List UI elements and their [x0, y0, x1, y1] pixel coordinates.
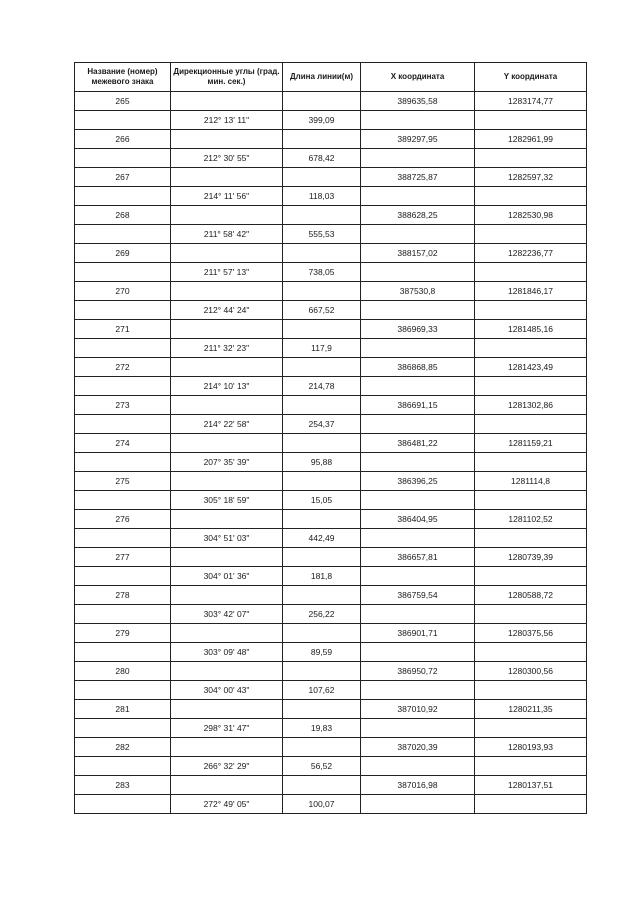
y-coordinate-cell: 1282530,98: [475, 206, 587, 225]
empty-cell: [361, 225, 475, 244]
segment-row: [75, 757, 587, 776]
empty-cell: [171, 320, 283, 339]
point-row: [75, 586, 587, 605]
x-coordinate-cell: 386396,25: [361, 472, 475, 491]
point-name-cell: 265: [75, 92, 171, 111]
x-coordinate-cell: 386657,81: [361, 548, 475, 567]
segment-row: [75, 263, 587, 282]
x-coordinate-cell: 389297,95: [361, 130, 475, 149]
direction-angle-cell: 304° 00' 43": [171, 681, 283, 700]
x-coordinate-cell: 388157,02: [361, 244, 475, 263]
empty-cell: [361, 605, 475, 624]
empty-cell: [75, 491, 171, 510]
direction-angle-cell: 272° 49' 05": [171, 795, 283, 814]
segment-row: [75, 491, 587, 510]
empty-cell: [475, 263, 587, 282]
empty-cell: [171, 586, 283, 605]
empty-cell: [171, 510, 283, 529]
line-length-cell: 667,52: [283, 301, 361, 320]
empty-cell: [361, 339, 475, 358]
empty-cell: [171, 662, 283, 681]
y-coordinate-cell: 1280211,35: [475, 700, 587, 719]
point-row: [75, 320, 587, 339]
y-coordinate-cell: 1280193,93: [475, 738, 587, 757]
empty-cell: [75, 643, 171, 662]
y-coordinate-cell: 1281102,52: [475, 510, 587, 529]
header-direction-angle: Дирекционные углы (град. мин. сек.): [171, 63, 283, 92]
empty-cell: [171, 396, 283, 415]
boundary-coordinates-table: [74, 62, 587, 814]
empty-cell: [361, 681, 475, 700]
x-coordinate-cell: 386868,85: [361, 358, 475, 377]
empty-cell: [283, 396, 361, 415]
point-row: [75, 662, 587, 681]
line-length-cell: 15,05: [283, 491, 361, 510]
point-row: [75, 130, 587, 149]
empty-cell: [475, 605, 587, 624]
empty-cell: [171, 206, 283, 225]
empty-cell: [361, 529, 475, 548]
empty-cell: [475, 643, 587, 662]
y-coordinate-cell: 1281485,16: [475, 320, 587, 339]
direction-angle-cell: 304° 01' 36": [171, 567, 283, 586]
point-row: [75, 510, 587, 529]
point-name-cell: 278: [75, 586, 171, 605]
empty-cell: [75, 225, 171, 244]
x-coordinate-cell: 386691,15: [361, 396, 475, 415]
empty-cell: [475, 415, 587, 434]
empty-cell: [361, 795, 475, 814]
point-name-cell: 271: [75, 320, 171, 339]
direction-angle-cell: 303° 42' 07": [171, 605, 283, 624]
empty-cell: [475, 301, 587, 320]
y-coordinate-cell: 1280739,39: [475, 548, 587, 567]
empty-cell: [283, 282, 361, 301]
point-row: [75, 738, 587, 757]
y-coordinate-cell: 1280588,72: [475, 586, 587, 605]
empty-cell: [171, 244, 283, 263]
empty-cell: [75, 529, 171, 548]
direction-angle-cell: 211° 57' 13": [171, 263, 283, 282]
segment-row: [75, 529, 587, 548]
line-length-cell: 56,52: [283, 757, 361, 776]
direction-angle-cell: 211° 58' 42": [171, 225, 283, 244]
header-point-name: Название (номер) межевого знака: [75, 63, 171, 92]
line-length-cell: 89,59: [283, 643, 361, 662]
empty-cell: [171, 700, 283, 719]
empty-cell: [361, 149, 475, 168]
empty-cell: [283, 662, 361, 681]
line-length-cell: 555,53: [283, 225, 361, 244]
point-row: [75, 776, 587, 795]
empty-cell: [475, 491, 587, 510]
point-name-cell: 268: [75, 206, 171, 225]
empty-cell: [75, 795, 171, 814]
line-length-cell: 181,8: [283, 567, 361, 586]
empty-cell: [171, 776, 283, 795]
empty-cell: [75, 377, 171, 396]
direction-angle-cell: 303° 09' 48": [171, 643, 283, 662]
x-coordinate-cell: 387016,98: [361, 776, 475, 795]
point-row: [75, 396, 587, 415]
empty-cell: [171, 168, 283, 187]
empty-cell: [361, 491, 475, 510]
empty-cell: [75, 187, 171, 206]
x-coordinate-cell: 386481,22: [361, 434, 475, 453]
empty-cell: [171, 358, 283, 377]
line-length-cell: 107,62: [283, 681, 361, 700]
empty-cell: [361, 263, 475, 282]
line-length-cell: 442,49: [283, 529, 361, 548]
direction-angle-cell: 214° 22' 58": [171, 415, 283, 434]
empty-cell: [361, 643, 475, 662]
empty-cell: [283, 206, 361, 225]
point-name-cell: 267: [75, 168, 171, 187]
empty-cell: [475, 529, 587, 548]
point-row: [75, 548, 587, 567]
direction-angle-cell: 304° 51' 03": [171, 529, 283, 548]
point-row: [75, 434, 587, 453]
empty-cell: [283, 358, 361, 377]
empty-cell: [75, 263, 171, 282]
direction-angle-cell: 207° 35' 39": [171, 453, 283, 472]
direction-angle-cell: 305° 18' 59": [171, 491, 283, 510]
point-row: [75, 700, 587, 719]
segment-row: [75, 111, 587, 130]
y-coordinate-cell: 1282597,32: [475, 168, 587, 187]
point-name-cell: 274: [75, 434, 171, 453]
point-name-cell: 275: [75, 472, 171, 491]
direction-angle-cell: 211° 32' 23": [171, 339, 283, 358]
empty-cell: [475, 149, 587, 168]
empty-cell: [283, 776, 361, 795]
empty-cell: [475, 225, 587, 244]
line-length-cell: 256,22: [283, 605, 361, 624]
header-y-coordinate: Y координата: [475, 63, 587, 92]
empty-cell: [171, 472, 283, 491]
point-row: [75, 206, 587, 225]
point-row: [75, 92, 587, 111]
segment-row: [75, 453, 587, 472]
empty-cell: [75, 415, 171, 434]
y-coordinate-cell: 1280300,56: [475, 662, 587, 681]
empty-cell: [75, 453, 171, 472]
direction-angle-cell: 298° 31' 47": [171, 719, 283, 738]
point-name-cell: 266: [75, 130, 171, 149]
empty-cell: [75, 757, 171, 776]
direction-angle-cell: 214° 11' 56": [171, 187, 283, 206]
empty-cell: [75, 339, 171, 358]
x-coordinate-cell: 386404,95: [361, 510, 475, 529]
point-row: [75, 624, 587, 643]
y-coordinate-cell: 1280137,51: [475, 776, 587, 795]
segment-row: [75, 225, 587, 244]
empty-cell: [283, 320, 361, 339]
y-coordinate-cell: 1283174,77: [475, 92, 587, 111]
line-length-cell: 214,78: [283, 377, 361, 396]
empty-cell: [475, 453, 587, 472]
empty-cell: [75, 301, 171, 320]
empty-cell: [283, 510, 361, 529]
empty-cell: [475, 681, 587, 700]
x-coordinate-cell: 386759,54: [361, 586, 475, 605]
empty-cell: [171, 624, 283, 643]
direction-angle-cell: 212° 44' 24": [171, 301, 283, 320]
x-coordinate-cell: 388725,87: [361, 168, 475, 187]
point-name-cell: 276: [75, 510, 171, 529]
segment-row: [75, 149, 587, 168]
x-coordinate-cell: 386901,71: [361, 624, 475, 643]
empty-cell: [361, 187, 475, 206]
direction-angle-cell: 214° 10' 13": [171, 377, 283, 396]
line-length-cell: 399,09: [283, 111, 361, 130]
empty-cell: [475, 567, 587, 586]
x-coordinate-cell: 386969,33: [361, 320, 475, 339]
y-coordinate-cell: 1281114,8: [475, 472, 587, 491]
empty-cell: [475, 187, 587, 206]
empty-cell: [283, 92, 361, 111]
direction-angle-cell: 212° 13' 11": [171, 111, 283, 130]
empty-cell: [75, 681, 171, 700]
segment-row: [75, 415, 587, 434]
empty-cell: [361, 567, 475, 586]
segment-row: [75, 795, 587, 814]
empty-cell: [283, 586, 361, 605]
direction-angle-cell: 212° 30' 55": [171, 149, 283, 168]
x-coordinate-cell: 387530,8: [361, 282, 475, 301]
x-coordinate-cell: 387010,92: [361, 700, 475, 719]
point-row: [75, 472, 587, 491]
segment-row: [75, 339, 587, 358]
direction-angle-cell: 266° 32' 29": [171, 757, 283, 776]
y-coordinate-cell: 1282236,77: [475, 244, 587, 263]
segment-row: [75, 567, 587, 586]
segment-row: [75, 301, 587, 320]
empty-cell: [171, 130, 283, 149]
empty-cell: [283, 624, 361, 643]
y-coordinate-cell: 1282961,99: [475, 130, 587, 149]
segment-row: [75, 643, 587, 662]
segment-row: [75, 681, 587, 700]
empty-cell: [283, 244, 361, 263]
line-length-cell: 254,37: [283, 415, 361, 434]
header-row: [75, 63, 587, 92]
point-row: [75, 244, 587, 263]
empty-cell: [475, 339, 587, 358]
empty-cell: [283, 130, 361, 149]
empty-cell: [475, 111, 587, 130]
point-name-cell: 280: [75, 662, 171, 681]
empty-cell: [171, 282, 283, 301]
point-name-cell: 279: [75, 624, 171, 643]
point-name-cell: 270: [75, 282, 171, 301]
empty-cell: [283, 168, 361, 187]
line-length-cell: 95,88: [283, 453, 361, 472]
empty-cell: [361, 377, 475, 396]
line-length-cell: 100,07: [283, 795, 361, 814]
segment-row: [75, 377, 587, 396]
line-length-cell: 19,83: [283, 719, 361, 738]
empty-cell: [475, 377, 587, 396]
x-coordinate-cell: 389635,58: [361, 92, 475, 111]
empty-cell: [475, 795, 587, 814]
empty-cell: [475, 719, 587, 738]
empty-cell: [475, 757, 587, 776]
empty-cell: [75, 149, 171, 168]
point-row: [75, 282, 587, 301]
header-line-length: Длина линии(м): [283, 63, 361, 92]
y-coordinate-cell: 1281302,86: [475, 396, 587, 415]
empty-cell: [361, 111, 475, 130]
line-length-cell: 117,9: [283, 339, 361, 358]
point-name-cell: 272: [75, 358, 171, 377]
line-length-cell: 738,05: [283, 263, 361, 282]
x-coordinate-cell: 387020,39: [361, 738, 475, 757]
empty-cell: [75, 719, 171, 738]
empty-cell: [75, 111, 171, 130]
point-name-cell: 283: [75, 776, 171, 795]
segment-row: [75, 605, 587, 624]
empty-cell: [171, 434, 283, 453]
empty-cell: [361, 719, 475, 738]
point-row: [75, 168, 587, 187]
empty-cell: [171, 548, 283, 567]
y-coordinate-cell: 1281159,21: [475, 434, 587, 453]
empty-cell: [171, 738, 283, 757]
empty-cell: [361, 757, 475, 776]
empty-cell: [361, 415, 475, 434]
empty-cell: [75, 605, 171, 624]
point-name-cell: 281: [75, 700, 171, 719]
line-length-cell: 678,42: [283, 149, 361, 168]
y-coordinate-cell: 1280375,56: [475, 624, 587, 643]
point-name-cell: 273: [75, 396, 171, 415]
empty-cell: [283, 548, 361, 567]
x-coordinate-cell: 386950,72: [361, 662, 475, 681]
point-name-cell: 269: [75, 244, 171, 263]
empty-cell: [361, 301, 475, 320]
empty-cell: [283, 472, 361, 491]
segment-row: [75, 187, 587, 206]
point-name-cell: 282: [75, 738, 171, 757]
table-body: [75, 92, 587, 814]
empty-cell: [283, 700, 361, 719]
empty-cell: [361, 453, 475, 472]
y-coordinate-cell: 1281423,49: [475, 358, 587, 377]
empty-cell: [283, 434, 361, 453]
x-coordinate-cell: 388628,25: [361, 206, 475, 225]
empty-cell: [75, 567, 171, 586]
segment-row: [75, 719, 587, 738]
y-coordinate-cell: 1281846,17: [475, 282, 587, 301]
empty-cell: [171, 92, 283, 111]
point-name-cell: 277: [75, 548, 171, 567]
header-x-coordinate: X координата: [361, 63, 475, 92]
empty-cell: [283, 738, 361, 757]
line-length-cell: 118,03: [283, 187, 361, 206]
point-row: [75, 358, 587, 377]
